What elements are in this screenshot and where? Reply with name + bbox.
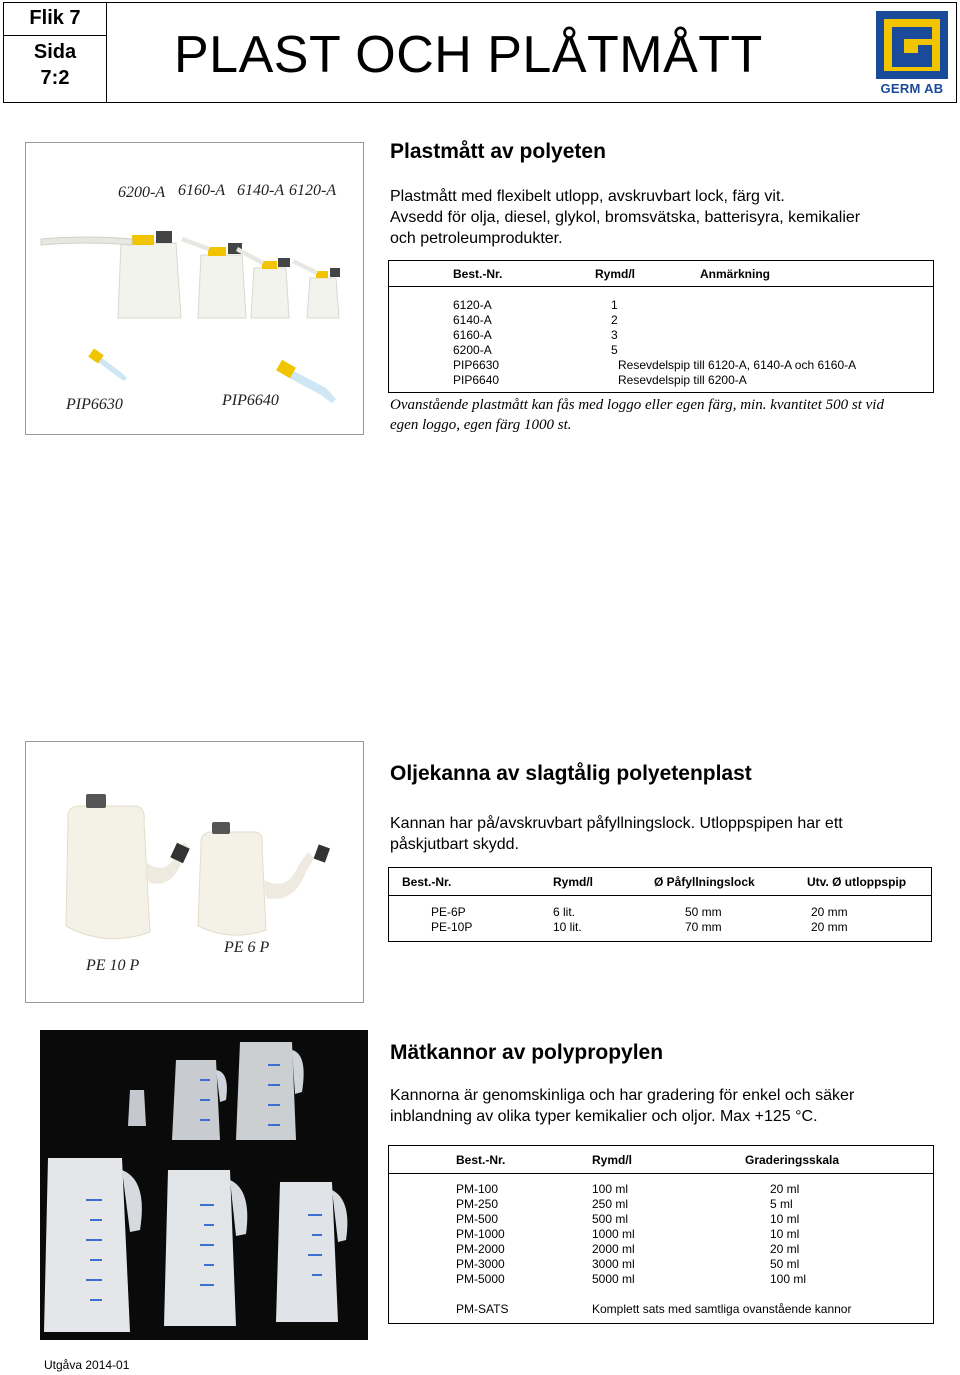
column-header: Best.-Nr. <box>402 875 452 889</box>
page-header <box>3 2 957 103</box>
table-cell: 6200-A <box>453 343 492 357</box>
column-header: Rymd/l <box>553 875 594 889</box>
table-cell: PM-500 <box>456 1212 499 1226</box>
tab-label: Flik 7 <box>29 7 81 29</box>
company-logo <box>870 9 954 99</box>
text-line: och petroleumprodukter. <box>390 230 563 247</box>
table-cell: 5 <box>611 343 618 357</box>
table-cell: 10 ml <box>770 1212 800 1226</box>
table-cell: 6160-A <box>453 328 492 342</box>
caption-6200a: 6200-A <box>118 184 166 201</box>
product-image-measuring-jugs <box>40 1030 368 1340</box>
edition-footer: Utgåva 2014-01 <box>44 1358 130 1372</box>
table-header <box>389 1146 933 1174</box>
table-header <box>389 868 931 896</box>
table-cell: 70 mm <box>685 920 722 934</box>
text-line: Avsedd för olja, diesel, glykol, bromsvätska, batterisyra, kemikalier <box>390 209 861 226</box>
table-cell: 50 ml <box>770 1257 800 1271</box>
logo-mark-icon <box>870 9 954 81</box>
table-cell: PE-6P <box>431 905 466 919</box>
table-cell: 20 mm <box>811 920 848 934</box>
section-note <box>390 395 935 435</box>
text-line: Kannan har på/avskruvbart påfyllningslock. Utloppspipen har ett <box>390 815 843 832</box>
text-line: påskjutbart skydd. <box>390 836 519 853</box>
oil-cans-illustration <box>26 742 363 1002</box>
product-image-oil-cans <box>25 741 364 1003</box>
table-cell: 1000 ml <box>592 1227 635 1241</box>
table-cell: 3 <box>611 328 618 342</box>
page-number: 7:2 <box>40 67 70 89</box>
table-cell: PIP6630 <box>453 358 500 372</box>
section-title-oljekanna: Oljekanna av slagtålig polyetenplast <box>390 762 752 785</box>
table-cell: PM-5000 <box>456 1272 505 1286</box>
product-table-polyeten <box>388 260 934 393</box>
table-cell: 2 <box>611 313 618 327</box>
table-cell: 6140-A <box>453 313 492 327</box>
table-cell: Resevdelspip till 6120-A, 6140-A och 6160-A <box>618 358 857 372</box>
table-cell: PM-SATS <box>456 1302 509 1316</box>
column-header: Best.-Nr. <box>453 267 503 281</box>
table-cell: PM-3000 <box>456 1257 505 1271</box>
note-line: Ovanstående plastmått kan fås med loggo eller egen färg, min. kvantitet 500 st vid <box>390 397 884 413</box>
table-cell: 6120-A <box>453 298 492 312</box>
page-title: PLAST OCH PLÅTMÅTT <box>174 26 763 84</box>
table-cell: 100 ml <box>592 1182 629 1196</box>
section-description <box>390 813 843 855</box>
column-header: Best.-Nr. <box>456 1153 506 1167</box>
table-cell: PE-10P <box>431 920 473 934</box>
table-cell: PM-1000 <box>456 1227 505 1241</box>
table-cell: 250 ml <box>592 1197 629 1211</box>
table-cell: 20 ml <box>770 1182 800 1196</box>
caption-6160a: 6160-A <box>178 182 226 199</box>
product-table-oljekanna <box>388 867 932 942</box>
table-cell: PM-100 <box>456 1182 499 1196</box>
table-cell: 1 <box>611 298 618 312</box>
divider <box>4 35 106 36</box>
note-line: egen loggo, egen färg 1000 st. <box>390 417 572 433</box>
text-line: Kannorna är genomskinliga och har gradering för enkel och säker <box>390 1087 855 1104</box>
caption-pe10p: PE 10 P <box>86 957 140 974</box>
section-title-matkannor: Mätkannor av polypropylen <box>390 1041 664 1064</box>
table-cell: Komplett sats med samtliga ovanstående kannor <box>592 1302 852 1316</box>
table-cell: 100 ml <box>770 1272 807 1286</box>
section-description <box>390 186 860 249</box>
table-cell: PM-2000 <box>456 1242 505 1256</box>
section-title-polyeten: Plastmått av polyeten <box>390 140 606 163</box>
table-cell: PIP6640 <box>453 373 500 387</box>
table-cell: 500 ml <box>592 1212 629 1226</box>
text-line: inblandning av olika typer kemikalier och oljor. Max +125 °C. <box>390 1108 818 1125</box>
table-cell: 50 mm <box>685 905 722 919</box>
table-cell: 5000 ml <box>592 1272 635 1286</box>
column-header: Utv. Ø utloppspip <box>807 875 907 889</box>
section-description <box>390 1085 854 1127</box>
caption-6120a: 6120-A <box>289 182 337 199</box>
caption-6140a: 6140-A <box>237 182 285 199</box>
column-header: Ø Påfyllningslock <box>654 875 755 889</box>
column-header: Anmärkning <box>700 267 771 281</box>
caption-pip6640: PIP6640 <box>222 392 279 409</box>
column-header: Graderingsskala <box>745 1153 840 1167</box>
caption-pip6630: PIP6630 <box>66 396 123 413</box>
table-cell: 3000 ml <box>592 1257 635 1271</box>
table-cell: 20 mm <box>811 905 848 919</box>
table-cell: 10 ml <box>770 1227 800 1241</box>
table-header <box>389 261 933 287</box>
measuring-jugs-illustration <box>40 1030 368 1340</box>
column-header: Rymd/l <box>592 1153 633 1167</box>
caption-pe6p: PE 6 P <box>224 939 270 956</box>
product-table-matkannor <box>388 1145 934 1324</box>
page-label: Sida <box>33 41 77 63</box>
table-cell: Resevdelspip till 6200-A <box>618 373 747 387</box>
table-cell: 5 ml <box>770 1197 793 1211</box>
table-cell: 10 lit. <box>553 920 582 934</box>
table-cell: PM-250 <box>456 1197 499 1211</box>
column-header: Rymd/l <box>595 267 636 281</box>
table-cell: 20 ml <box>770 1242 800 1256</box>
logo-text: GERM AB <box>880 81 944 96</box>
table-cell: 6 lit. <box>553 905 576 919</box>
tab-box <box>4 3 107 102</box>
table-cell: 2000 ml <box>592 1242 635 1256</box>
text-line: Plastmått med flexibelt utlopp, avskruvbart lock, färg vit. <box>390 188 785 205</box>
